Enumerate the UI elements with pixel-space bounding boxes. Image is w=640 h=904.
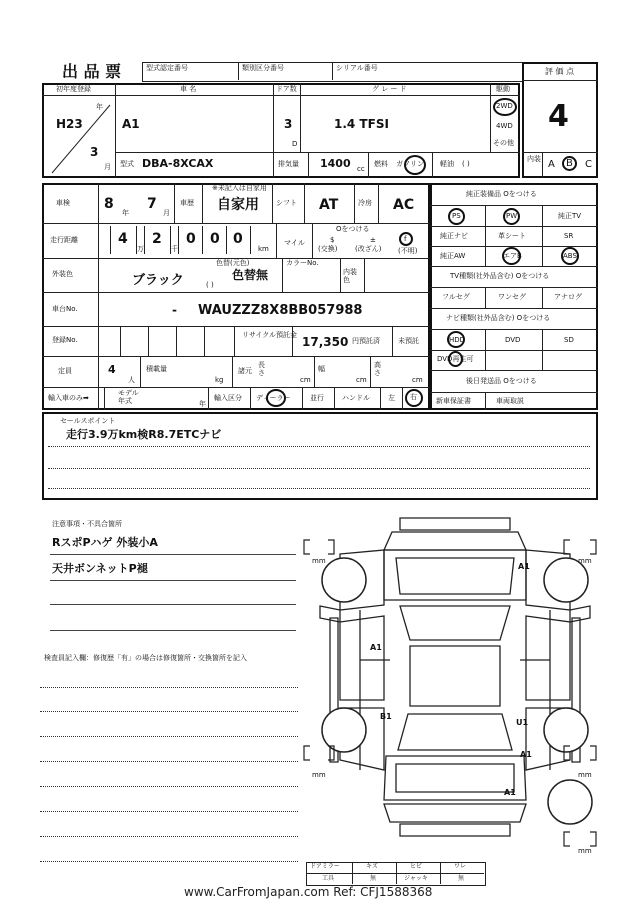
label-chassis: 車台No.	[52, 305, 78, 313]
label-import-cat: 輸入区分	[214, 394, 242, 402]
options-title: 純正装備品 Oをつける	[466, 190, 537, 198]
mileage-digit-5: 0	[233, 231, 243, 247]
label-ac: 冷房	[358, 199, 372, 207]
label-model-year: モデル年式	[118, 389, 139, 405]
label-handle: ハンドル	[342, 394, 370, 402]
load-unit: kg	[215, 376, 224, 384]
drive-2wd: 2WD	[496, 102, 513, 110]
first-reg-month: 3	[90, 145, 99, 159]
damage-a1-left: A1	[370, 643, 382, 652]
header-cert-fields	[142, 62, 524, 82]
mm-rear-left: mm	[312, 771, 326, 779]
mm-rear-right: mm	[578, 771, 592, 779]
after-warranty: 新車保証書	[436, 397, 471, 405]
navi-dvd: DVD	[505, 336, 521, 344]
sales-label: セールスポイント	[60, 417, 116, 425]
fuel-light-oil: 軽油	[440, 160, 454, 168]
displacement: 1400	[320, 157, 351, 170]
label-shift: シフト	[276, 199, 297, 207]
label-serial: シリアル番号	[336, 64, 378, 72]
opt-pw: PW	[506, 212, 518, 220]
opt-ps: PS	[452, 212, 461, 220]
mileage-digit-4: 0	[210, 231, 220, 247]
damage-a1-rear: A1	[504, 788, 516, 797]
after-title: 後日発送品 Oをつける	[466, 377, 537, 385]
fuel-paren: ( )	[462, 160, 470, 168]
sales-point-box	[42, 412, 598, 500]
label-model-type: 型式	[120, 160, 134, 168]
handle-right: 右	[410, 393, 417, 401]
damage-a1-front: A1	[518, 562, 530, 571]
legend-jack: ジャッキ	[404, 875, 428, 882]
recycle-unit: 円預託済	[352, 337, 380, 345]
drive-other: その他	[493, 139, 514, 147]
label-load: 積載量	[146, 365, 167, 373]
recycle-value: 17,350	[302, 335, 349, 349]
notes-line-2: 天井ボンネットP褪	[52, 562, 148, 575]
legend-scratch: キズ	[366, 863, 378, 870]
label-grade: グ レ ー ド	[372, 85, 407, 93]
capacity-unit: 人	[128, 376, 135, 384]
mm-front-left: mm	[312, 557, 326, 565]
label-capacity: 定員	[58, 367, 72, 375]
label-mileage: 走行距離	[50, 236, 78, 244]
vehicle-detail-box	[42, 183, 430, 410]
label-fuel: 燃料	[374, 160, 388, 168]
exch-label: (交換)	[318, 245, 338, 253]
damage-a1-right: A1	[520, 750, 532, 759]
dim-length: 長さ	[258, 361, 265, 377]
shaken-month: 7	[147, 196, 157, 212]
sales-text: 走行3.9万km検R8.7ETCナビ	[66, 428, 222, 441]
color: ブラック	[132, 273, 184, 288]
label-color-no: カラーNo.	[286, 259, 319, 267]
notes-line-1: RスポPハゲ 外装小A	[52, 536, 158, 549]
car-name: A1	[122, 117, 140, 131]
circle-note: Oをつける	[336, 225, 370, 233]
chassis-dash: -	[172, 303, 177, 317]
after-manual: 車両取説	[496, 397, 524, 405]
shaken-month-unit: 月	[163, 209, 170, 217]
label-recycle: リサイクル預託金	[242, 331, 298, 339]
legend-chip: ワレ	[454, 863, 467, 870]
fuel-gasoline-circle	[404, 155, 426, 175]
shaken-year-unit: 年	[122, 209, 129, 217]
year-unit: 年	[96, 103, 103, 111]
opt-sr: SR	[564, 232, 574, 240]
tv-analog: アナログ	[554, 293, 582, 301]
interior-c: C	[585, 159, 592, 170]
label-history: 車歴	[180, 199, 194, 207]
cc-unit: cc	[357, 165, 365, 173]
navi-sd: SD	[564, 336, 574, 344]
chassis-number: WAUZZZ8X8BB057988	[198, 303, 363, 318]
opt-aw: 純正AW	[440, 252, 466, 260]
model-year-unit: 年	[199, 400, 206, 408]
handle-left: 左	[388, 394, 395, 402]
recycle-none: 未預託	[398, 337, 419, 345]
label-reg-no: 登録No.	[52, 336, 78, 344]
mm-spare: mm	[578, 847, 592, 855]
damage-b1: B1	[380, 712, 392, 721]
interior-a: A	[548, 159, 555, 170]
legend-tools: 工具	[322, 875, 335, 882]
mileage-digit-2: 2	[152, 231, 162, 247]
opt-leather: 革シート	[498, 232, 526, 240]
mileage-digit-1: 4	[118, 231, 128, 247]
ac: AC	[393, 197, 415, 213]
navi-hdd: HDD	[449, 336, 466, 344]
unk-mark: f	[404, 235, 407, 243]
shaken-year: 8	[104, 196, 114, 212]
import-dealer-circle	[266, 389, 286, 407]
label-mile: マイル	[284, 239, 305, 247]
mm-front-right: mm	[578, 557, 592, 565]
legend-dent: ドアミラー	[310, 863, 340, 870]
inspector-label: 検査員記入欄：修復歴「有」の場合は修復箇所・交換箇所を記入	[44, 654, 247, 662]
tv-fullseg: フルセグ	[442, 293, 470, 301]
tv-oneseg: ワンセグ	[498, 293, 526, 301]
label-displacement: 排気量	[278, 160, 299, 168]
legend-jack-value: 無	[458, 875, 465, 882]
door-suffix: D	[292, 140, 298, 148]
month-unit: 月	[104, 163, 111, 171]
sheet-title: 出 品 票	[62, 62, 122, 81]
opt-abs: ABS	[563, 252, 577, 260]
opt-airbag: エアB	[503, 252, 522, 260]
dim-height: 高さ	[374, 361, 381, 377]
color-paren: ( )	[206, 281, 214, 289]
label-shaken: 車検	[56, 199, 70, 207]
first-reg-year: H23	[56, 117, 83, 131]
dim-length-cm: cm	[300, 376, 311, 384]
label-car-name: 車 名	[180, 85, 197, 93]
history-note: ※未記入は自家用	[212, 184, 267, 192]
mod-mark: ±	[370, 236, 376, 244]
label-parallel: 並行	[310, 394, 324, 402]
navi-dvd-play: DVD再生可	[437, 355, 474, 363]
legend-tools-value: 無	[370, 875, 377, 882]
shift: AT	[319, 197, 339, 213]
dim-height-cm: cm	[412, 376, 423, 384]
tv-title: TV種類(社外品含む) Oをつける	[450, 272, 550, 280]
label-score: 評 価 点	[545, 67, 575, 76]
label-first-reg: 初年度登録	[56, 85, 91, 93]
drive-4wd: 4WD	[496, 122, 513, 130]
footer-watermark: www.CarFromJapan.com Ref: CFJ1588368	[184, 885, 433, 899]
dim-width-cm: cm	[356, 376, 367, 384]
label-model-cert: 型式認定番号	[146, 64, 188, 72]
label-color-change: 色替(元色)	[216, 259, 250, 267]
fuel-gasoline: ガソリン	[396, 160, 424, 168]
model-type: DBA-8XCAX	[142, 157, 214, 170]
legend-crack: ヒビ	[410, 863, 423, 870]
mileage-unit-man: 万	[137, 245, 144, 253]
label-interior-color: 内装色	[343, 268, 357, 285]
capacity: 4	[108, 363, 116, 376]
km-unit: km	[258, 245, 269, 253]
history: 自家用	[217, 197, 259, 213]
mileage-digit-3: 0	[186, 231, 196, 247]
opt-navi: 純正ナビ	[440, 232, 468, 240]
label-doors: ドア数	[276, 85, 297, 93]
unk-label: (不明)	[398, 247, 418, 255]
label-import: 輸入車のみ➡	[48, 394, 89, 402]
opt-tv: 純正TV	[558, 212, 582, 220]
label-dims: 諸元	[238, 367, 252, 375]
mileage-unit-sen: 千	[171, 245, 178, 253]
car-damage-diagram	[300, 510, 610, 870]
color-change: 色替無	[232, 268, 269, 282]
damage-u1: U1	[516, 718, 529, 727]
label-interior: 内装	[527, 155, 541, 163]
dim-width: 幅	[318, 365, 325, 373]
interior-b: B	[566, 158, 573, 169]
navi-title: ナビ種類(社外品含む) Oをつける	[446, 314, 551, 322]
label-category: 類別区分番号	[242, 64, 284, 72]
grade: 1.4 TFSI	[334, 117, 389, 131]
import-dealer: ディーラー	[256, 394, 291, 402]
door-count: 3	[284, 117, 293, 131]
label-color: 外装色	[52, 270, 73, 278]
exch-mark: $	[330, 236, 335, 244]
notes-label: 注意事項・不具合箇所	[52, 520, 122, 528]
label-drive: 駆動	[496, 85, 510, 93]
mod-label: (改ざん)	[355, 245, 382, 253]
navi-dvd-play-circle	[448, 351, 463, 367]
score-value: 4	[548, 99, 569, 134]
